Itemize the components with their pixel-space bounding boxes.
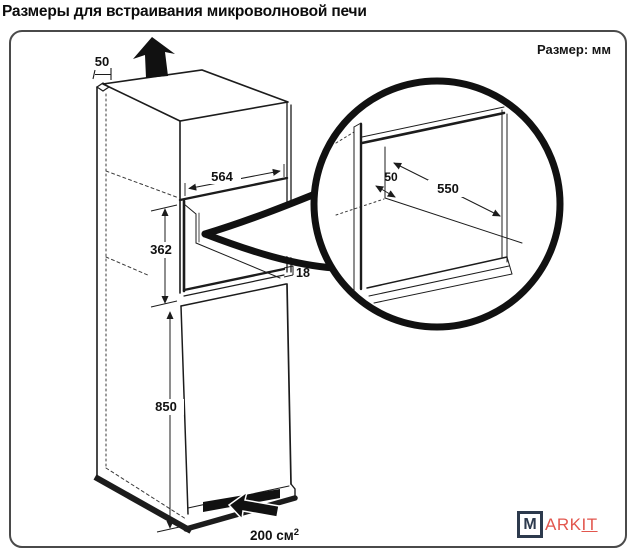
detail-back-gap-label: 50 [384,170,398,184]
dim-niche-width-label: 564 [211,169,233,184]
dim-top-gap-label: 50 [94,54,110,69]
detail-depth-label: 550 [437,181,459,196]
cabinet-outline [95,70,295,531]
logo-text: ARKIT [545,514,598,534]
dim-niche-height-label: 362 [150,242,172,257]
logo-m-box: M [517,511,543,538]
dim-lower-height-label: 850 [155,399,177,414]
vent-area-label: 200 $см^2$ [250,527,300,543]
page-title: Размеры для встраивания микроволновой печи [2,3,367,20]
unit-note: Размер: мм [537,42,611,57]
dim-shelf-thickness-label: 18 [296,266,310,280]
dimension-marks [93,68,293,532]
dimension-label-backplates [143,169,241,415]
up-arrow-icon [133,37,175,78]
brand-logo [517,511,598,538]
